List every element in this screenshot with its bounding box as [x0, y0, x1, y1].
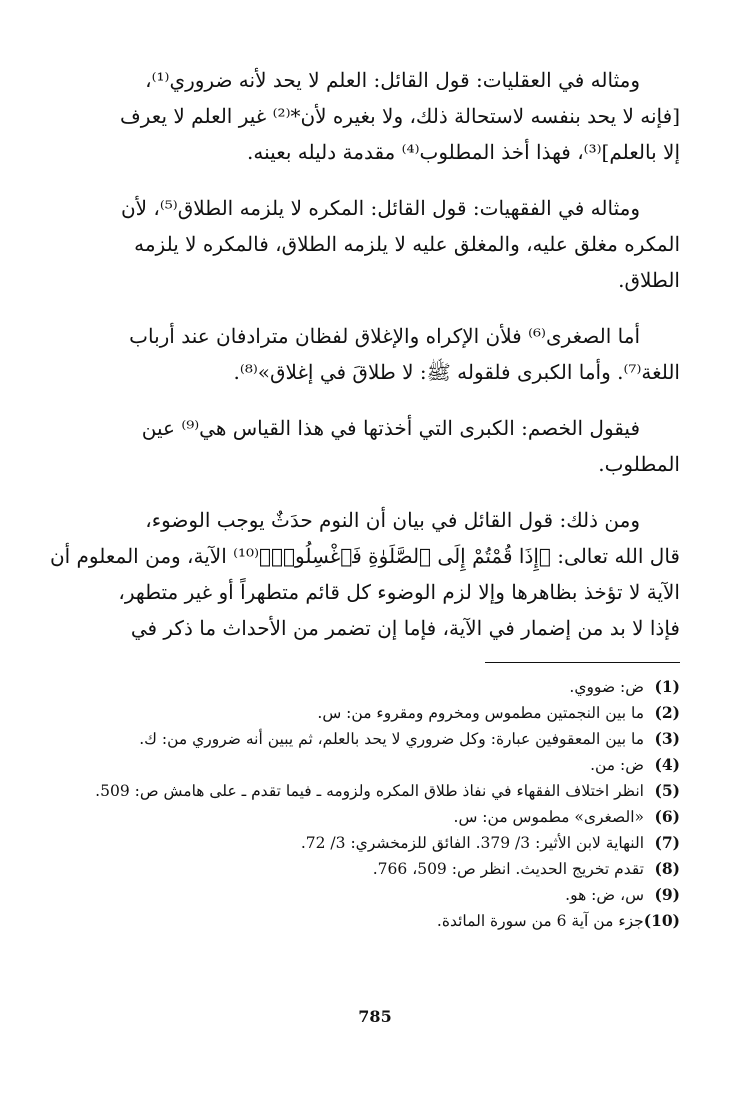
footnote-text: ض: ضووي. — [569, 678, 644, 696]
footnote — [70, 726, 680, 752]
text-line: المطلوب. — [598, 452, 680, 476]
footnote-text: جزء من آية 6 من سورة المائدة. — [436, 912, 644, 930]
footnote-text: تقدم تخريج الحديث. انظر ص: 509، 766. — [372, 860, 644, 878]
page-number: 785 — [358, 1007, 392, 1026]
footnote-number: (9) — [654, 885, 680, 904]
text-line: الطلاق. — [618, 268, 680, 292]
text-line: أما الصغرى⁽⁶⁾ فلأن الإكراه والإغلاق لفظان مترادفان عند أرباب — [129, 324, 640, 348]
text-line: اللغة⁽⁷⁾. وأما الكبرى فلقوله ﷺ: لا طلاقَ في إغلاق»⁽⁸⁾. — [233, 360, 680, 384]
footnote-text: النهاية لابن الأثير: 3/ 379. الفائق للزمخشري: 3/ 72. — [300, 834, 644, 852]
paragraph-rational-example — [70, 62, 680, 170]
text-line: الآية لا تؤخذ بظاهرها وإلا لزم الوضوء كل قائم متطهراً أو غير متطهر، — [118, 580, 680, 604]
text-line: فيقول الخصم: الكبرى التي أخذتها في هذا القياس هي⁽⁹⁾ عين — [141, 416, 640, 440]
footnote-number: (3) — [654, 729, 680, 748]
footnote-number: (2) — [654, 703, 680, 722]
text-line: قال الله تعالى: ﴿إِذَا قُمْتُمْ إِلَى ٱلصَّلَوٰةِ فَٱغْسِلُوا۟﴾⁽¹⁰⁾ الآية، ومن المعلوم أن — [49, 544, 680, 568]
paragraph-juristic-example — [70, 190, 680, 298]
footnote — [70, 908, 680, 934]
footnote-number: (4) — [654, 755, 680, 774]
paragraph-sleep-example — [49, 502, 680, 646]
footnote-text: ما بين النجمتين مطموس ومخروم ومقروء من: س. — [317, 704, 644, 722]
footnote — [70, 804, 680, 830]
footnote — [70, 882, 680, 908]
footnote-text: س، ض: هو. — [565, 886, 644, 904]
footnote — [70, 700, 680, 726]
footnote — [70, 856, 680, 882]
text-line: ومثاله في العقليات: قول القائل: العلم لا يحد لأنه ضروري⁽¹⁾، — [145, 68, 640, 92]
footnote-number: (7) — [654, 833, 680, 852]
footnote-number: (5) — [654, 781, 680, 800]
footnote-number: (1) — [654, 677, 680, 696]
footnote — [70, 778, 680, 804]
text-line: ومن ذلك: قول القائل في بيان أن النوم حدَثٌ يوجب الوضوء، — [145, 508, 640, 532]
text-line: إلا بالعلم]⁽³⁾، فهذا أخذ المطلوب⁽⁴⁾ مقدمة دليله بعينه. — [247, 140, 680, 164]
footnote — [70, 674, 680, 700]
footnote-text: «الصغرى» مطموس من: س. — [453, 808, 644, 826]
footnote-text: انظر اختلاف الفقهاء في نفاذ طلاق المكره ولزومه ـ فيما تقدم ـ على هامش ص: 509. — [95, 782, 644, 800]
footnote-number: (10) — [643, 911, 680, 930]
book-page — [49, 62, 680, 1062]
footnote-number: (6) — [654, 807, 680, 826]
footnote-text: ض: من. — [590, 756, 644, 774]
footnote-divider — [485, 662, 680, 663]
footnote-text: ما بين المعقوفين عبارة: وكل ضروري لا يحد بالعلم، ثم يبين أنه ضروري من: ك. — [139, 730, 644, 748]
footnote — [70, 752, 680, 778]
footnote — [70, 830, 680, 856]
text-line: [فإنه لا يحد بنفسه لاستحالة ذلك، ولا بغيره لأن*⁽²⁾ غير العلم لا يعرف — [120, 104, 680, 128]
paragraph-minor-major — [70, 318, 680, 390]
text-line: ومثاله في الفقهيات: قول القائل: المكره لا يلزمه الطلاق⁽⁵⁾، لأن — [120, 196, 640, 220]
footnotes — [70, 674, 680, 934]
text-line: فإذا لا بد من إضمار في الآية، فإما إن تضمر من الأحداث ما ذكر في — [130, 616, 680, 640]
paragraph-opponent — [70, 410, 680, 482]
text-line: المكره مغلق عليه، والمغلق عليه لا يلزمه الطلاق، فالمكره لا يلزمه — [134, 232, 680, 256]
main-text — [49, 62, 680, 646]
footnote-number: (8) — [654, 859, 680, 878]
